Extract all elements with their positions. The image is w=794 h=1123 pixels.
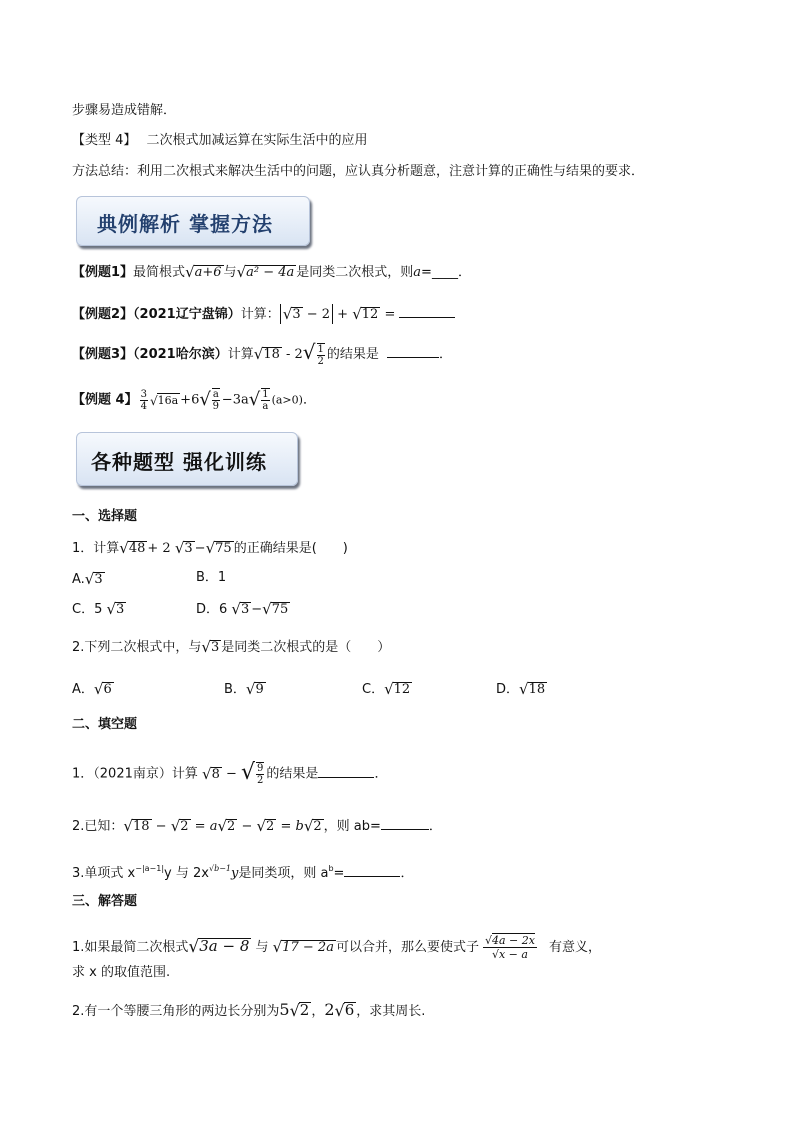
- fraction: $\frac{a}{9}$: [212, 389, 219, 412]
- fraction: $\frac{√4a - 2x}{√x - a}$: [484, 934, 535, 961]
- answer-blank: [318, 765, 374, 778]
- answer-blank: [344, 864, 400, 877]
- option-D[interactable]: D．√18: [496, 680, 546, 698]
- expr-part: +6: [180, 392, 200, 408]
- banner-examples: [76, 196, 310, 246]
- example-text: 最简根式: [133, 265, 186, 280]
- example-text: 与: [223, 265, 237, 280]
- expr-part: − 2: [302, 307, 331, 322]
- expr-part: (a>0): [271, 393, 303, 407]
- type4-title: 二次根式加减运算在实际生活中的应用: [146, 133, 368, 148]
- type4-label: 【类型 4】: [72, 133, 137, 148]
- expr-part: +: [333, 307, 353, 322]
- option-A[interactable]: A.√3: [72, 570, 103, 588]
- example-text: 计算：: [240, 307, 280, 322]
- variable: a: [413, 265, 422, 280]
- method-summary: 方法总结：利用二次根式来解决生活中的问题，应认真分析题意，注意计算的正确性与结果的要求．: [72, 164, 645, 179]
- expr-part: −3a: [221, 392, 249, 408]
- radical: 48: [128, 541, 146, 556]
- radical: 75: [215, 541, 232, 556]
- radical: 3: [292, 307, 301, 322]
- example-label: 【例题1】: [72, 265, 134, 280]
- radical: 3: [184, 541, 193, 556]
- fraction: $\frac{9}{2}$: [257, 763, 264, 786]
- example-label: 【例题 4】: [72, 392, 138, 408]
- example-2: 【例题2】（2021辽宁盘锦）计算： √3 − 2 + √12 =: [72, 304, 455, 324]
- option-C[interactable]: C．5 √3: [72, 600, 125, 618]
- banner-practice: [76, 432, 298, 486]
- example-4: 【例题 4】 $\frac{3}{4}$ √16a +6√ $\frac{a}{9}$ −3a√ $\frac{1}{a}$ (a>0)．: [72, 388, 316, 412]
- option-D[interactable]: D．6 √3 −√75: [196, 600, 289, 618]
- answer-blank: [399, 305, 455, 318]
- expr-part: =: [380, 307, 396, 322]
- fill-question-3: 3.单项式 $x^{-|a-1|}y$ 与 $2x^{√b-1}y$是同类项，则 $a^b=$ ．: [72, 864, 414, 881]
- example-3: 【例题3】（2021哈尔滨）计算√18 - 2√ $\frac{1}{2}$ 的结果是 ．: [72, 340, 452, 367]
- section-heading: 二、填空题: [72, 717, 138, 732]
- radical: 12: [361, 307, 379, 322]
- example-label: 【例题3】: [72, 347, 134, 362]
- option-B[interactable]: B．√9: [224, 680, 264, 698]
- intro-line: 步骤易造成错解．: [72, 103, 177, 118]
- example-source: （2021哈尔滨）: [133, 347, 228, 362]
- answer-question-2: 2.有一个等腰三角形的两边长分别为5√2 ，2√6 ，求其周长.: [72, 1000, 426, 1020]
- banner-examples-text: 典例解析 掌握方法: [97, 212, 273, 236]
- fraction: $\frac{1}{2}$: [317, 343, 324, 367]
- example-label: 【例题2】: [72, 307, 134, 322]
- answer-question-1: 1.如果最简二次根式√3a − 8 与 √17 − 2a 可以合并，那么要使式子 $\frac{√4a - 2x}{√x - a}$ 有意义，: [72, 934, 601, 961]
- fill-question-1: 1．（2021南京）计算 √8 − √ $\frac{9}{2}$ 的结果是 ．: [72, 759, 388, 786]
- example-text: 是同类二次根式，则: [296, 265, 414, 280]
- fraction: $\frac{1}{a}$: [262, 389, 269, 412]
- example-source: （2021辽宁盘锦）: [133, 307, 241, 322]
- section-heading: 三、解答题: [72, 894, 138, 909]
- answer-blank: [381, 817, 429, 830]
- radical: 8: [211, 766, 220, 782]
- type4-line: [72, 132, 368, 150]
- fraction: $\frac{3}{4}$: [140, 388, 147, 412]
- option-C[interactable]: C．√12: [362, 680, 411, 698]
- example-text: 的结果是: [326, 347, 379, 362]
- option-A[interactable]: A．√6: [72, 680, 112, 698]
- section-heading: 一、选择题: [72, 509, 138, 524]
- radical: 3: [210, 640, 220, 655]
- answer-blank: [387, 345, 439, 358]
- fill-question-2: 2.已知：√18 − √2 = a√2 − √2 = b√2 ，则 ab= ．: [72, 817, 442, 835]
- radical: 18: [263, 347, 280, 362]
- answer-question-1-line2: 求 x 的取值范围.: [72, 965, 171, 980]
- example-text: 计算: [227, 347, 254, 362]
- example-1: 【例题1】最简根式√a+6 与√a² − 4a 是同类二次根式，则a=____．: [72, 263, 471, 281]
- expr-part: ．: [302, 392, 316, 408]
- radical: a² − 4a: [246, 265, 295, 280]
- question-2: 2.下列二次根式中，与√3 是同类二次根式的是（ ）: [72, 638, 391, 656]
- radical: 16a: [157, 393, 179, 407]
- answer-blank: =____．: [421, 265, 471, 280]
- question-1: 1．计算√48 + 2 √3 −√75 的正确结果是( ): [72, 539, 348, 557]
- option-B[interactable]: B．1: [196, 570, 227, 585]
- expr-part: - 2: [281, 347, 303, 362]
- radical: a+6: [194, 265, 222, 280]
- banner-practice-text: 各种题型 强化训练: [91, 450, 267, 474]
